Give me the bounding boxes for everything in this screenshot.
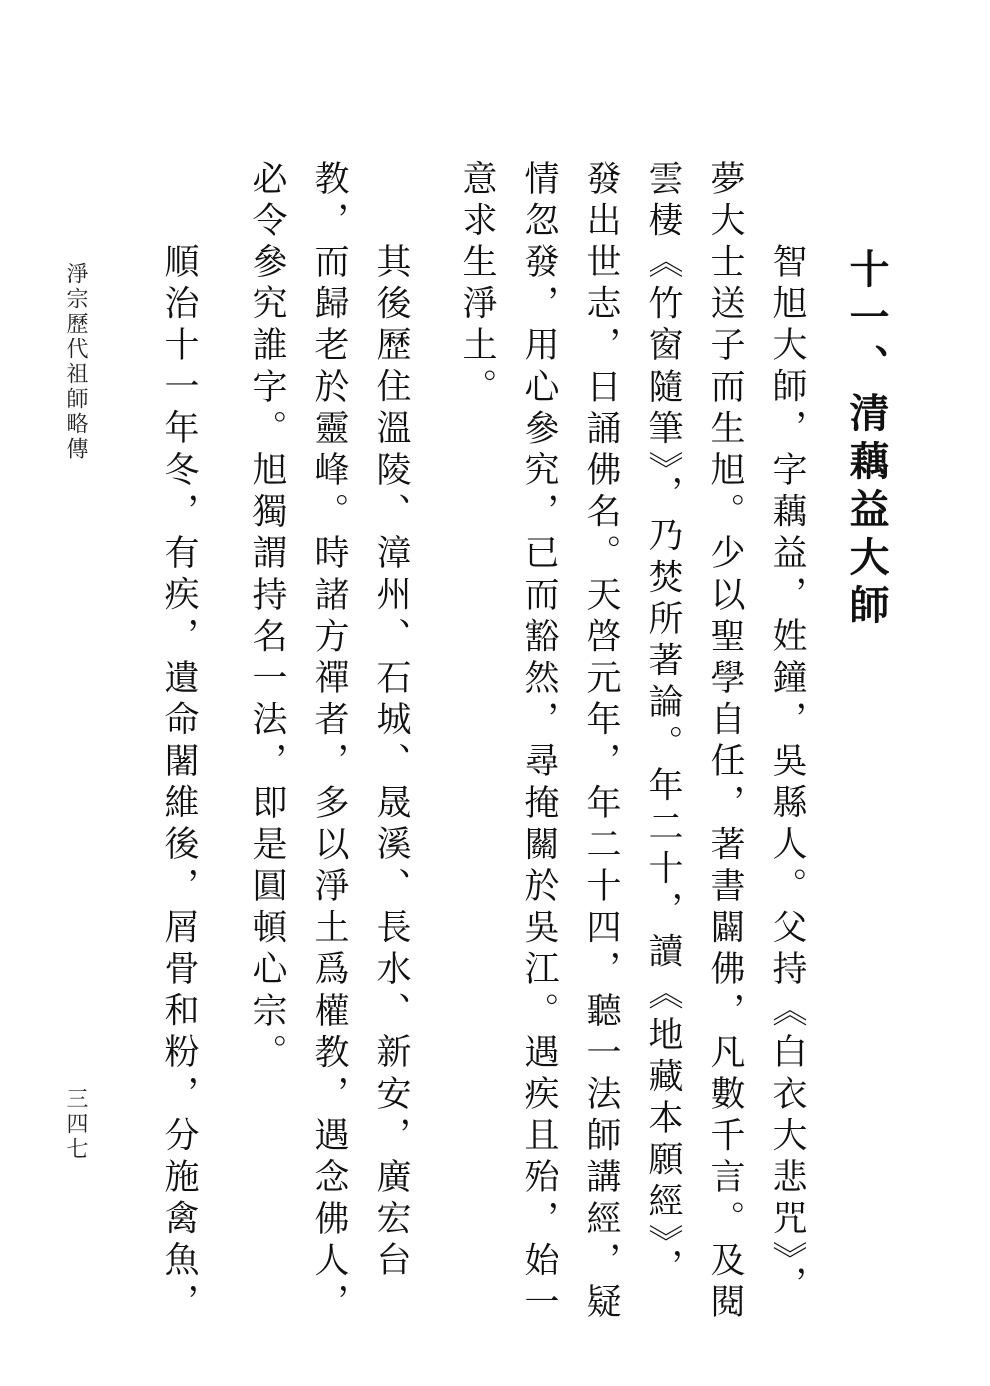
text-column-1: 智旭大師，字藕益，姓鐘，吳縣人。父持《白衣大悲咒》， (767, 243, 807, 1308)
text-column-7: 其後歷住溫陵、漳州、石城、晟溪、長水、新安，廣宏台 (371, 243, 411, 1283)
page-number: 三四七 (63, 1087, 88, 1162)
text-column-4: 發出世志，日誦佛名。天啓元年，年二十四，聽一法師講經，疑 (581, 160, 621, 1325)
text-column-8: 教，而歸老於靈峰。時諸方禪者，多以淨土爲權教，遇念佛人， (309, 160, 349, 1325)
text-column-3: 雲棲《竹窗隨筆》，乃焚所著論。年二十，讀《地藏本願經》， (643, 160, 683, 1290)
text-column-2: 夢大士送子而生旭。少以聖學自任，著書闢佛，凡數千言。及閱 (705, 160, 745, 1325)
text-column-6: 意求生淨土。 (457, 160, 497, 410)
text-column-10: 順治十一年冬，有疾，遺命闍維後，屑骨和粉，分施禽魚， (159, 243, 199, 1325)
text-column-9: 必令參究誰字。旭獨謂持名一法，即是圓頓心宗。 (247, 160, 287, 1076)
chapter-title: 十一、清藕益大師 (843, 248, 890, 632)
running-title: 淨宗歷代祖師略傳 (63, 262, 88, 462)
text-column-5: 情忽發，用心參究，已而豁然，尋掩關於吳江。遇疾且殆，始一 (519, 160, 559, 1325)
